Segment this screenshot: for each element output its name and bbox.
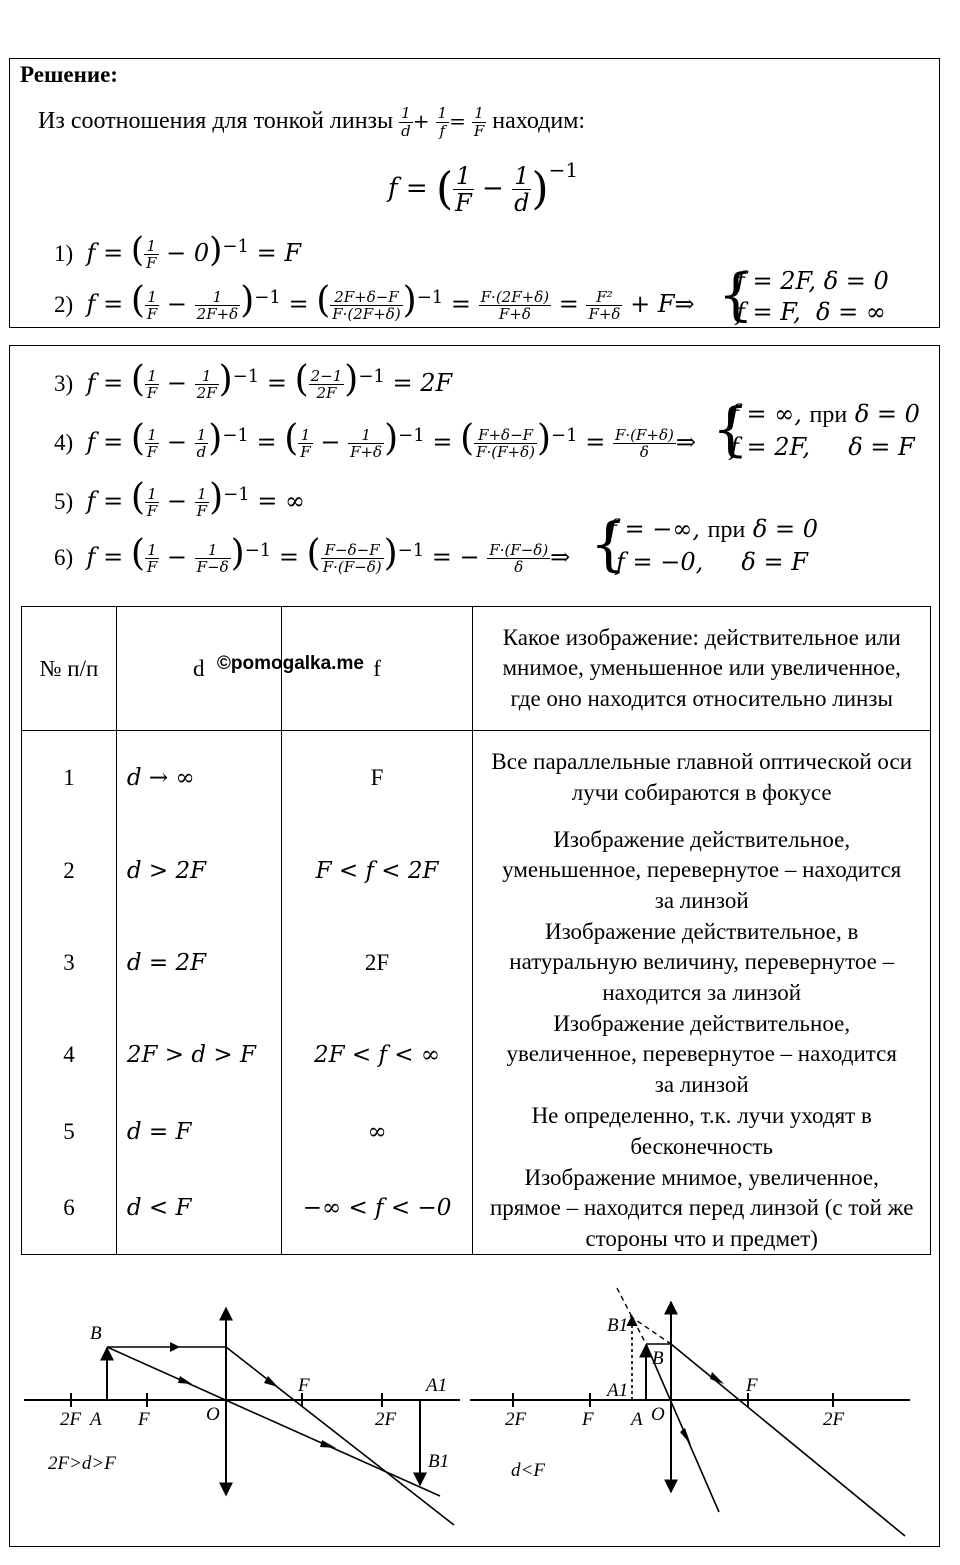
row-2-d: d > 2F (116, 825, 281, 917)
label-B1-2: B1 (607, 1315, 629, 1336)
label-2F-right: 2F (375, 1409, 397, 1430)
formula-line-6-brace: { f = −∞, при δ = 0 f = −0, δ = F (590, 510, 819, 578)
formula-line-2-brace: { f = 2F, δ = 0 f = F, δ = ∞ (718, 263, 889, 328)
row-6-f: −∞ < f < −0 (281, 1163, 473, 1255)
label-A-2: A (631, 1409, 643, 1430)
watermark: ©pomogalka.me (216, 653, 364, 674)
formula-line-2: 2) f = ( $\frac{1}{F}$ − $\frac{1}{2F+\delta}$ )$^{-1}$ = ( $\frac{2F+\delta-F}{F\cdot(2F+\delta)}$ )$^{-1}$ = $\frac{F\cdot(2F+\delta)}{F+\delta}$ = $\frac{\text{F²}}{F+\delta}$ + F⇒ (54, 280, 695, 323)
header-d (116, 607, 364, 731)
solution-heading: Решение: (20, 62, 118, 87)
row-5-d: d = F (116, 1101, 281, 1163)
header-d-label: d (193, 655, 205, 681)
row-4-number: 4 (22, 1009, 117, 1101)
row-4-d: 2F > d > F (116, 1009, 281, 1101)
row-5-f: ∞ (281, 1101, 473, 1163)
row-6-d: d < F (116, 1163, 281, 1255)
formula-line-3: 3) f = ( $\frac{1}{F}$ − $\frac{1}{2F}$ )$^{-1}$ = ( $\frac{2-1}{2F}$ )$^{-1}$ = 2F (54, 359, 453, 402)
formula-line-1: 1) f = ( $\frac{1}{F}$ − 0)$^{-1}$ = F (54, 230, 301, 272)
label-B-2: B (652, 1348, 664, 1369)
ray-diagram-2 (465, 1280, 935, 1550)
row-4-desc: Изображение действительное, увеличенное, перевернутое – находится за линзой (473, 1009, 931, 1101)
label-2F-left: 2F (60, 1409, 82, 1430)
row-1-d: d → ∞ (116, 731, 281, 825)
intro-text-before: Из соотношения для тонкой линзы (38, 108, 394, 134)
label-F-left-2: F (582, 1409, 594, 1430)
row-3-number: 3 (22, 917, 117, 1009)
label-A1-2: A1 (607, 1380, 629, 1401)
ray-through-center-2 (646, 1344, 719, 1512)
row-1-number: 1 (22, 731, 117, 825)
header-f: f (281, 607, 473, 731)
label-2F-right-2: 2F (823, 1409, 845, 1430)
row-4-f: 2F < f < ∞ (281, 1009, 473, 1101)
row-5-desc: Не определенно, т.к. лучи уходят в бесконечность (473, 1101, 931, 1163)
row-1-desc: Все параллельные главной оптической оси лучи собираются в фокусе (473, 731, 931, 825)
lens-eq-term-2: $\frac{1}{f}$ (437, 104, 448, 140)
label-F-left: F (138, 1409, 150, 1430)
label-F-top: F (298, 1375, 310, 1396)
row-5-number: 5 (22, 1101, 117, 1163)
header-image-type: Какое изображение: действительное или мнимое, уменьшенное или увеличенное, где оно находится относительно линзы (473, 607, 931, 731)
intro-text-after: находим: (492, 108, 586, 134)
label-2F-left-2: 2F (505, 1409, 527, 1430)
row-3-desc: Изображение действительное, в натуральную величину, перевернутое – находится за линзой (473, 917, 931, 1009)
label-B: B (90, 1323, 102, 1344)
caption-2: d<F (511, 1460, 545, 1481)
label-O-2: O (651, 1404, 665, 1425)
main-formula: f = ( $\frac{1}{F}$ − $\frac{1}{d}$ )$^{-1}$ (388, 158, 579, 218)
row-6-desc: Изображение мнимое, увеличенное, прямое – находится перед линзой (с той же стороны что и предмет) (473, 1163, 931, 1255)
row-2-number: 2 (22, 825, 117, 917)
row-6-number: 6 (22, 1163, 117, 1255)
label-F-right-2: F (746, 1375, 758, 1396)
formula-line-4: 4) f = ( $\frac{1}{F}$ − $\frac{1}{d}$ )$^{-1}$ = ( $\frac{1}{F}$ − $\frac{1}{F+\delta}$ )$^{-1}$ = ( $\frac{F+\delta-F}{F\cdot(F+\delta)}$ )$^{-1}$ = $\frac{F\cdot(F+\delta)}{\delta}$ ⇒ (54, 418, 696, 461)
header-number: № п/п (22, 607, 117, 731)
extension-dashed-2 (630, 1316, 671, 1344)
row-2-f: F < f < 2F (281, 825, 473, 917)
ray-through-focus-2 (671, 1344, 905, 1536)
row-1-f: F (281, 731, 473, 825)
label-A: A (90, 1409, 102, 1430)
ray-diagram-1 (0, 1280, 470, 1550)
caption-1: 2F>d>F (48, 1453, 116, 1474)
intro-line: Из соотношения для тонкой линзы $\frac{1}{d}$ + $\frac{1}{f}$ = $\frac{1}{F}$ находим: (38, 104, 586, 140)
label-A1: A1 (426, 1375, 448, 1396)
row-3-d: d = 2F (116, 917, 281, 1009)
formula-line-4-brace: { f = ∞, при δ = 0 f = 2F, δ = F (712, 395, 920, 463)
formula-line-6: 6) f = ( $\frac{1}{F}$ − $\frac{1}{F-\delta}$ )$^{-1}$ = ( $\frac{F-\delta-F}{F\cdot(F-\delta)}$ )$^{-1}$ = − $\frac{F\cdot(F-\delta)}{\delta}$ ⇒ (54, 533, 571, 576)
row-2-desc: Изображение действительное, уменьшенное, перевернутое – находится за линзой (473, 825, 931, 917)
lens-eq-term-3: $\frac{1}{F}$ (473, 104, 485, 140)
lens-cases-table (21, 606, 931, 1255)
lens-eq-term-1: $\frac{1}{d}$ (401, 104, 411, 140)
formula-line-5: 5) f = ( $\frac{1}{F}$ − $\frac{1}{F}$ )$^{-1}$ = ∞ (54, 477, 306, 520)
label-O: O (206, 1404, 220, 1425)
label-B1: B1 (428, 1451, 450, 1472)
row-3-f: 2F (281, 917, 473, 1009)
